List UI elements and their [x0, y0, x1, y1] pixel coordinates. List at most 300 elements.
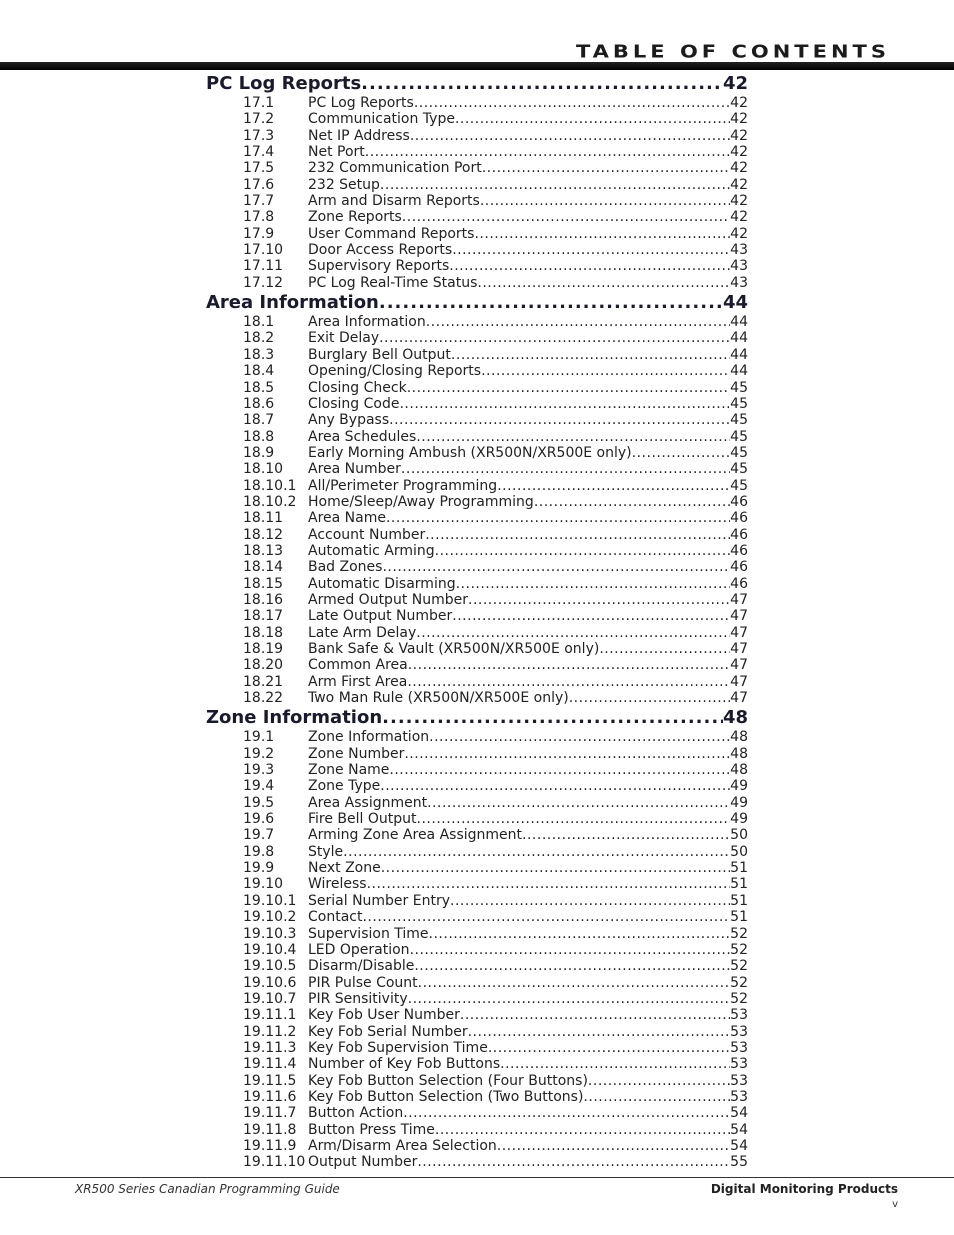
entry-page-number: 42: [730, 193, 748, 210]
toc-entry[interactable]: [206, 746, 748, 762]
table-of-contents: [206, 72, 748, 1171]
dot-leader: [427, 795, 730, 811]
toc-entry[interactable]: [206, 762, 748, 778]
entry-page-number: 47: [730, 608, 748, 625]
toc-entry[interactable]: [206, 657, 748, 673]
entry-page-number: 52: [730, 990, 748, 1007]
entry-label: Opening/Closing Reports: [308, 363, 482, 380]
toc-entry[interactable]: [206, 314, 748, 330]
toc-entry[interactable]: [206, 991, 748, 1007]
toc-entry[interactable]: [206, 380, 748, 396]
dot-leader: [408, 657, 730, 673]
dot-leader: [452, 608, 730, 624]
entry-page-number: 47: [730, 624, 748, 641]
entry-page-number: 52: [730, 941, 748, 958]
entry-page-number: 42: [730, 144, 748, 161]
entry-number: 17.2: [243, 111, 275, 128]
entry-page-number: 45: [730, 412, 748, 429]
entry-number: 18.3: [243, 346, 275, 363]
dot-leader: [414, 958, 730, 974]
toc-entry[interactable]: [206, 347, 748, 363]
toc-entry[interactable]: [206, 592, 748, 608]
entry-page-number: 47: [730, 641, 748, 657]
toc-entry[interactable]: [206, 1073, 748, 1089]
entry-label: PC Log Reports: [308, 95, 414, 111]
entry-page-number: 49: [730, 811, 748, 828]
toc-entry[interactable]: [206, 111, 748, 127]
section-title: Area Information: [206, 292, 379, 314]
entry-label: Number of Key Fob Buttons: [308, 1056, 501, 1073]
dot-leader: [481, 363, 730, 379]
toc-entry[interactable]: [206, 275, 748, 291]
dot-leader: [379, 291, 723, 314]
entry-page-number: 45: [730, 477, 748, 494]
dot-leader: [399, 396, 730, 412]
entry-number: 19.11.8: [243, 1121, 297, 1138]
dot-leader: [455, 111, 730, 127]
entry-label: Style: [308, 843, 344, 860]
entry-number: 18.14: [243, 559, 284, 576]
entry-number: 19.10.6: [243, 974, 297, 991]
toc-entry[interactable]: [206, 975, 748, 991]
entry-number: 19.10.2: [243, 909, 297, 926]
entry-number: 17.8: [243, 209, 275, 226]
entry-page-number: 44: [730, 314, 748, 331]
section-page-number: 44: [722, 292, 748, 314]
entry-number: 17.11: [243, 258, 284, 275]
entry-label: Key Fob Button Selection (Two Buttons): [308, 1088, 584, 1105]
dot-leader: [416, 625, 730, 641]
entry-number: 18.11: [243, 510, 284, 527]
entry-number: 18.19: [243, 641, 284, 657]
entry-number: 17.4: [243, 144, 275, 161]
entry-page-number: 44: [730, 363, 748, 380]
dot-leader: [474, 226, 730, 242]
dot-leader: [381, 860, 730, 876]
header-bar: [0, 62, 954, 70]
dot-leader: [401, 461, 730, 477]
toc-entry[interactable]: [206, 412, 748, 428]
entry-label: Burglary Bell Output: [308, 346, 451, 363]
toc-entry[interactable]: [206, 641, 748, 657]
entry-page-number: 45: [730, 461, 748, 478]
entry-page-number: 43: [730, 258, 748, 275]
dot-leader: [414, 95, 730, 111]
toc-entry[interactable]: [206, 494, 748, 510]
dot-leader: [468, 1024, 731, 1040]
entry-label: Bank Safe & Vault (XR500N/XR500E only): [308, 641, 600, 657]
entry-page-number: 48: [730, 762, 748, 779]
entry-label: Bad Zones: [308, 559, 383, 576]
entry-number: 19.6: [243, 811, 275, 828]
entry-number: 19.11.6: [243, 1088, 297, 1105]
entry-number: 18.16: [243, 591, 284, 608]
entry-number: 19.4: [243, 778, 275, 795]
entry-number: 18.12: [243, 526, 284, 543]
toc-entry[interactable]: [206, 909, 748, 925]
entry-number: 18.10.2: [243, 493, 297, 510]
entry-number: 19.11.2: [243, 1023, 297, 1040]
toc-entry[interactable]: [206, 1089, 748, 1105]
entry-page-number: 42: [730, 225, 748, 242]
toc-entry[interactable]: [206, 95, 748, 111]
dot-leader: [497, 1138, 730, 1154]
entry-label: Zone Number: [308, 745, 405, 762]
dot-leader: [386, 510, 730, 526]
entry-page-number: 43: [730, 274, 748, 291]
entry-number: 18.6: [243, 395, 275, 412]
toc-entry[interactable]: [206, 876, 748, 892]
toc-entry[interactable]: [206, 429, 748, 445]
entry-label: Key Fob Serial Number: [308, 1023, 468, 1040]
dot-leader: [362, 909, 730, 925]
entry-page-number: 50: [730, 843, 748, 860]
entry-number: 19.8: [243, 843, 275, 860]
dot-leader: [417, 811, 731, 827]
entry-number: 17.9: [243, 225, 275, 242]
entry-number: 19.10.7: [243, 990, 297, 1007]
entry-page-number: 45: [730, 395, 748, 412]
toc-entry[interactable]: [206, 1138, 748, 1154]
entry-page-number: 47: [730, 690, 748, 707]
entry-label: Next Zone: [308, 860, 381, 877]
dot-leader: [632, 445, 731, 461]
toc-entry[interactable]: [206, 811, 748, 827]
entry-label: Early Morning Ambush (XR500N/XR500E only): [308, 444, 632, 461]
entry-page-number: 51: [730, 892, 748, 909]
entry-number: 18.13: [243, 542, 284, 559]
entry-number: 19.11.9: [243, 1137, 297, 1154]
toc-entry[interactable]: [206, 1056, 748, 1072]
toc-entry[interactable]: [206, 674, 748, 690]
entry-number: 17.5: [243, 160, 275, 177]
entry-label: Two Man Rule (XR500N/XR500E only): [308, 690, 569, 707]
entry-number: 18.21: [243, 673, 284, 690]
entry-number: 19.5: [243, 794, 275, 811]
dot-leader: [389, 762, 730, 778]
toc-entry[interactable]: [206, 461, 748, 477]
entry-label: 232 Setup: [308, 176, 380, 193]
entry-page-number: 46: [730, 493, 748, 510]
toc-section-heading[interactable]: [206, 706, 748, 729]
toc-entry[interactable]: [206, 144, 748, 160]
dot-leader: [460, 1007, 730, 1023]
toc-entry[interactable]: [206, 160, 748, 176]
toc-entry[interactable]: [206, 242, 748, 258]
entry-number: 19.3: [243, 762, 275, 779]
entry-page-number: 53: [730, 1039, 748, 1056]
dot-leader: [588, 1073, 730, 1089]
footer-company-name: Digital Monitoring Products: [710, 1182, 898, 1196]
toc-entry[interactable]: [206, 1105, 748, 1121]
dot-leader: [468, 592, 730, 608]
entry-label: Home/Sleep/Away Programming: [308, 493, 534, 510]
dot-leader: [477, 275, 730, 291]
entry-number: 19.10.1: [243, 892, 297, 909]
entry-page-number: 53: [730, 1007, 748, 1024]
toc-entry[interactable]: [206, 795, 748, 811]
toc-entry[interactable]: [206, 527, 748, 543]
entry-page-number: 52: [730, 925, 748, 942]
toc-entry[interactable]: [206, 510, 748, 526]
entry-label: Arm/Disarm Area Selection: [308, 1137, 497, 1154]
toc-entry[interactable]: [206, 445, 748, 461]
dot-leader: [451, 347, 730, 363]
entry-page-number: 42: [730, 209, 748, 226]
entry-label: Key Fob Button Selection (Four Buttons): [308, 1072, 588, 1089]
entry-page-number: 53: [730, 1088, 748, 1105]
entry-label: 232 Communication Port: [308, 160, 482, 177]
entry-label: Automatic Disarming: [308, 575, 456, 592]
entry-label: User Command Reports: [308, 225, 475, 242]
entry-number: 18.22: [243, 690, 284, 707]
toc-entry[interactable]: [206, 1007, 748, 1023]
entry-number: 19.11.3: [243, 1039, 297, 1056]
entry-label: All/Perimeter Programming: [308, 477, 498, 494]
entry-page-number: 47: [730, 657, 748, 674]
entry-number: 19.10.3: [243, 925, 297, 942]
toc-entry[interactable]: [206, 942, 748, 958]
section-page-number: 48: [722, 707, 748, 729]
entry-page-number: 44: [730, 330, 748, 347]
entry-label: Net Port: [308, 144, 365, 161]
entry-page-number: 46: [730, 526, 748, 543]
dot-leader: [361, 72, 723, 95]
dot-leader: [379, 330, 730, 346]
entry-number: 18.2: [243, 330, 275, 347]
dot-leader: [416, 429, 730, 445]
entry-number: 17.10: [243, 242, 284, 259]
toc-entry[interactable]: [206, 958, 748, 974]
dot-leader: [482, 160, 730, 176]
toc-entry[interactable]: [206, 729, 748, 745]
entry-number: 17.6: [243, 176, 275, 193]
dot-leader: [389, 412, 730, 428]
entry-page-number: 50: [730, 827, 748, 844]
entry-label: PC Log Real-Time Status: [308, 274, 478, 291]
entry-page-number: 42: [730, 95, 748, 111]
toc-section-heading[interactable]: [206, 72, 748, 95]
entry-label: Armed Output Number: [308, 591, 468, 608]
entry-label: Area Schedules: [308, 428, 417, 445]
section-title: PC Log Reports: [206, 73, 362, 94]
entry-label: Closing Check: [308, 379, 407, 396]
entry-page-number: 54: [730, 1121, 748, 1138]
entry-page-number: 51: [730, 860, 748, 877]
entry-label: Arm First Area: [308, 673, 408, 690]
entry-page-number: 51: [730, 876, 748, 893]
toc-entry[interactable]: [206, 258, 748, 274]
entry-page-number: 49: [730, 794, 748, 811]
entry-number: 18.10: [243, 461, 284, 478]
dot-leader: [450, 893, 730, 909]
toc-entry[interactable]: [206, 926, 748, 942]
dot-leader: [402, 209, 730, 225]
entry-label: Net IP Address: [308, 127, 410, 144]
entry-page-number: 52: [730, 974, 748, 991]
entry-page-number: 42: [730, 160, 748, 177]
entry-label: Area Number: [308, 461, 401, 478]
entry-label: Area Information: [308, 314, 426, 331]
entry-page-number: 47: [730, 591, 748, 608]
entry-page-number: 46: [730, 559, 748, 576]
entry-number: 18.1: [243, 314, 275, 331]
dot-leader: [382, 706, 723, 729]
entry-number: 18.8: [243, 428, 275, 445]
toc-entry[interactable]: [206, 576, 748, 592]
toc-entry[interactable]: [206, 559, 748, 575]
toc-entry[interactable]: [206, 860, 748, 876]
dot-leader: [583, 1089, 730, 1105]
toc-entry[interactable]: [206, 209, 748, 225]
dot-leader: [407, 674, 730, 690]
entry-number: 19.2: [243, 745, 275, 762]
toc-entry[interactable]: [206, 1154, 748, 1170]
entry-page-number: 55: [730, 1154, 748, 1171]
entry-label: Serial Number Entry: [308, 892, 451, 909]
entry-number: 19.9: [243, 860, 275, 877]
dot-leader: [367, 876, 731, 892]
entry-page-number: 42: [730, 176, 748, 193]
dot-leader: [599, 641, 730, 657]
entry-page-number: 46: [730, 575, 748, 592]
entry-label: Output Number: [308, 1154, 418, 1171]
entry-label: Late Arm Delay: [308, 624, 417, 641]
dot-leader: [426, 314, 730, 330]
entry-number: 18.4: [243, 363, 275, 380]
entry-page-number: 51: [730, 909, 748, 926]
entry-page-number: 45: [730, 444, 748, 461]
dot-leader: [480, 193, 730, 209]
entry-number: 18.7: [243, 412, 275, 429]
toc-entry[interactable]: [206, 1024, 748, 1040]
dot-leader: [456, 576, 731, 592]
toc-entry[interactable]: [206, 827, 748, 843]
toc-entry[interactable]: [206, 625, 748, 641]
entry-page-number: 48: [730, 745, 748, 762]
entry-label: Area Name: [308, 510, 386, 527]
entry-label: Button Press Time: [308, 1121, 435, 1138]
entry-label: Arming Zone Area Assignment: [308, 827, 523, 844]
entry-number: 19.10: [243, 876, 284, 893]
entry-label: Zone Type: [308, 778, 381, 795]
entry-page-number: 43: [730, 242, 748, 259]
dot-leader: [429, 729, 730, 745]
toc-entry[interactable]: [206, 543, 748, 559]
toc-entry[interactable]: [206, 778, 748, 794]
entry-label: Button Action: [308, 1105, 404, 1122]
entry-label: Zone Information: [308, 729, 430, 746]
toc-entry[interactable]: [206, 396, 748, 412]
footer-rule: [0, 1177, 954, 1178]
entry-label: PIR Pulse Count: [308, 974, 418, 991]
dot-leader: [380, 778, 730, 794]
toc-entry[interactable]: [206, 608, 748, 624]
toc-entry[interactable]: [206, 128, 748, 144]
page-title: TABLE OF CONTENTS: [570, 42, 896, 62]
entry-number: 17.3: [243, 127, 275, 144]
entry-label: Communication Type: [308, 111, 455, 128]
entry-number: 18.17: [243, 608, 284, 625]
dot-leader: [408, 991, 731, 1007]
entry-page-number: 46: [730, 542, 748, 559]
entry-number: 19.11.4: [243, 1056, 297, 1073]
toc-entry[interactable]: [206, 1122, 748, 1138]
entry-number: 19.11.7: [243, 1105, 297, 1122]
toc-entry[interactable]: [206, 690, 748, 706]
toc-entry[interactable]: [206, 226, 748, 242]
dot-leader: [417, 1154, 730, 1170]
entry-page-number: 48: [730, 729, 748, 746]
entry-page-number: 53: [730, 1056, 748, 1073]
entry-page-number: 54: [730, 1105, 748, 1122]
entry-page-number: 42: [730, 127, 748, 144]
entry-number: 19.11.10: [243, 1154, 306, 1171]
entry-page-number: 44: [730, 346, 748, 363]
entry-label: Key Fob User Number: [308, 1007, 460, 1024]
entry-label: Disarm/Disable: [308, 958, 415, 975]
entry-label: Zone Name: [308, 762, 390, 779]
entry-label: Common Area: [308, 657, 408, 674]
entry-label: LED Operation: [308, 941, 410, 958]
entry-label: Key Fob Supervision Time: [308, 1039, 488, 1056]
toc-entry[interactable]: [206, 478, 748, 494]
toc-entry[interactable]: [206, 177, 748, 193]
entry-label: Area Assignment: [308, 794, 428, 811]
entry-label: PIR Sensitivity: [308, 990, 408, 1007]
entry-label: Supervisory Reports: [308, 258, 450, 275]
toc-section-heading[interactable]: [206, 291, 748, 314]
toc-entry[interactable]: [206, 363, 748, 379]
entry-label: Fire Bell Output: [308, 811, 417, 828]
entry-label: Late Output Number: [308, 608, 453, 625]
section-page-number: 42: [722, 73, 748, 94]
entry-label: Closing Code: [308, 395, 400, 412]
entry-page-number: 49: [730, 778, 748, 795]
entry-number: 18.9: [243, 444, 275, 461]
dot-leader: [500, 1056, 730, 1072]
entry-number: 18.5: [243, 379, 275, 396]
entry-number: 18.10.1: [243, 477, 297, 494]
section-title: Zone Information: [206, 707, 383, 729]
toc-entry[interactable]: [206, 893, 748, 909]
dot-leader: [488, 1040, 730, 1056]
toc-entry[interactable]: [206, 193, 748, 209]
footer-page-number: v: [892, 1199, 898, 1210]
dot-leader: [380, 177, 730, 193]
dot-leader: [569, 690, 730, 706]
entry-number: 19.11.5: [243, 1072, 297, 1089]
dot-leader: [429, 926, 731, 942]
entry-page-number: 54: [730, 1137, 748, 1154]
dot-leader: [410, 128, 730, 144]
dot-leader: [404, 746, 730, 762]
entry-label: Contact: [308, 909, 363, 926]
entry-number: 18.20: [243, 657, 284, 674]
toc-entry[interactable]: [206, 330, 748, 346]
dot-leader: [403, 1105, 730, 1121]
toc-entry[interactable]: [206, 1040, 748, 1056]
entry-label: Any Bypass: [308, 412, 390, 429]
dot-leader: [497, 478, 730, 494]
toc-entry[interactable]: [206, 844, 748, 860]
entry-number: 19.10.5: [243, 958, 297, 975]
entry-page-number: 52: [730, 958, 748, 975]
entry-number: 17.12: [243, 274, 284, 291]
entry-page-number: 53: [730, 1023, 748, 1040]
entry-page-number: 46: [730, 510, 748, 527]
dot-leader: [343, 844, 730, 860]
